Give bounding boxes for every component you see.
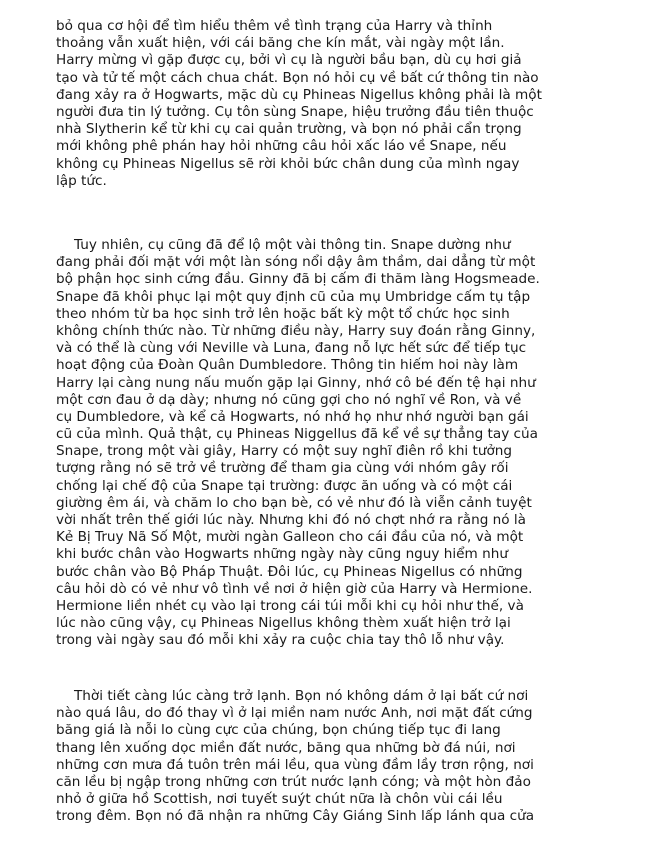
text-line: trong đêm. Bọn nó đã nhận ra những Cây Giáng Sinh lấp lánh qua cửa (56, 808, 535, 825)
text-line: người đưa tin lý tưởng. Cụ tôn sùng Snape, hiệu trưởng đầu tiên thuộc (56, 103, 534, 120)
text-line: thoảng vẫn xuất hiện, với cái băng che kín mắt, vài ngày một lần. (56, 35, 505, 52)
text-line: thang lên xuống dọc miền đất nước, băng qua những bờ đá núi, nơi (56, 739, 516, 756)
text-line: khi bước chân vào Hogwarts những ngày này cũng nguy hiểm như (56, 546, 508, 563)
paragraph-1 (56, 18, 612, 190)
text-line: vời nhất trên thế giới lúc này. Nhưng khi đó nó chợt nhớ ra rằng nó là (56, 512, 527, 528)
text-line: giường êm ái, và chăm lo cho bạn bè, có vẻ như đó là viễn cảnh tuyệt (56, 494, 532, 511)
text-line: nào quá lâu, do đó thay vì ở lại miền nam nước Anh, nơi mặt đất cứng (56, 705, 533, 722)
text-line: chống lại chế độ của Snape tại trường: được ăn uống và có một cái (56, 477, 513, 494)
text-line: lập tức. (56, 172, 107, 189)
text-line: Snape đã khôi phục lại một quy định cũ của mụ Umbridge cấm tụ tập (56, 288, 531, 305)
text-line: Snape, trong một vài giây, Harry có một suy nghĩ điên rồ khi tưởng (56, 443, 513, 460)
text-line: cũ của mình. Quả thật, cụ Phineas Niggellus đã kể về sự thẳng tay của (56, 426, 538, 443)
text-line: tạo và tử tế một cách chua chát. Bọn nó hỏi cụ về bất cứ thông tin nào (56, 69, 539, 86)
text-line: Harry lại càng nung nấu muốn gặp lại Ginny, nhớ cô bé đến tệ hại như (56, 374, 536, 391)
text-line: đang xảy ra ở Hogwarts, mặc dù cụ Phineas Nigellus không phải là một (56, 86, 542, 103)
text-line: câu hỏi dò có vẻ như vô tình về nơi ở hiện giờ của Harry và Hermione. (56, 580, 533, 597)
text-line: tượng rằng nó sẽ trở về trường để tham gia cùng với nhóm gây rối (56, 460, 509, 477)
text-line: căn lều bị ngập trong những cơn trút nước lạnh cóng; và một hòn đảo (56, 773, 531, 790)
text-line: Harry mừng vì gặp được cụ, bởi vì cụ là người bầu bạn, dù cụ hơi giả (56, 52, 522, 69)
text-line: và có thể là cùng với Neville và Luna, đang nỗ lực hết sức để tiếp tục (56, 340, 527, 357)
text-line: bộ phận học sinh cứng đầu. Ginny đã bị cấm đi thăm làng Hogsmeade. (56, 271, 540, 288)
text-line: nhà Slytherin kể từ khi cụ cai quản trường, và bọn nó phải cẩn trọng (56, 121, 522, 138)
text-line: trong vài ngày sau đó mỗi khi xảy ra cuộc chia tay thô lỗ như vậy. (56, 632, 505, 649)
text-line: không cụ Phineas Nigellus sẽ rời khỏi bức chân dung của mình ngay (56, 155, 520, 172)
text-line: những cơn mưa đá tuôn trên mái lều, qua vùng đầm lầy trơn rộng, nơi (56, 756, 534, 773)
text-line: không chính thức nào. Từ những điều này, Harry suy đoán rằng Ginny, (56, 322, 536, 339)
text-line: bước chân vào Bộ Pháp Thuật. Đôi lúc, cụ Phineas Nigellus có những (56, 563, 523, 580)
paragraph-3 (56, 688, 612, 826)
text-line: mới không phê phán hay hỏi những câu hỏi xấc láo về Snape, nếu (56, 138, 507, 155)
text-line: Hermione liền nhét cụ vào lại trong cái túi mỗi khi cụ hỏi như thế, và (56, 597, 524, 614)
text-line: theo nhóm từ ba học sinh trở lên hoặc bất kỳ một tổ chức học sinh (56, 305, 510, 322)
text-line: Tuy nhiên, cụ cũng đã để lộ một vài thông tin. Snape dường như (74, 237, 511, 253)
text-line: bỏ qua cơ hội để tìm hiểu thêm về tình trạng của Harry và thỉnh (56, 18, 493, 34)
text-line: băng giá là nỗi lo cùng cực của chúng, bọn chúng tiếp tục đi lang (56, 722, 501, 739)
text-line: Kẻ Bị Truy Nã Số Một, mười ngàn Galleon cho cái đầu của nó, và một (56, 529, 524, 546)
text-line: hoạt động của Đoàn Quân Dumbledore. Thông tin hiếm hoi này làm (56, 357, 519, 374)
text-line: đang phải đối mặt với một làn sóng nổi dậy âm thầm, dai dẳng từ một (56, 254, 536, 271)
text-line: một cơn đau ở dạ dày; nhưng nó cũng gợi cho nó nghĩ về Ron, và về (56, 391, 522, 408)
text-line: lúc nào cũng vậy, cụ Phineas Nigellus không thèm xuất hiện trở lại (56, 615, 511, 632)
text-line: Thời tiết càng lúc càng trở lạnh. Bọn nó không dám ở lại bất cứ nơi (74, 688, 529, 704)
text-line: cụ Dumbledore, và kể cả Hogwarts, nó nhớ họ như nhớ người bạn gái (56, 408, 529, 425)
paragraph-2 (56, 237, 612, 650)
text-line: nhỏ ở giữa hồ Scottish, nơi tuyết suýt chút nữa là chôn vùi cái lều (56, 791, 503, 808)
